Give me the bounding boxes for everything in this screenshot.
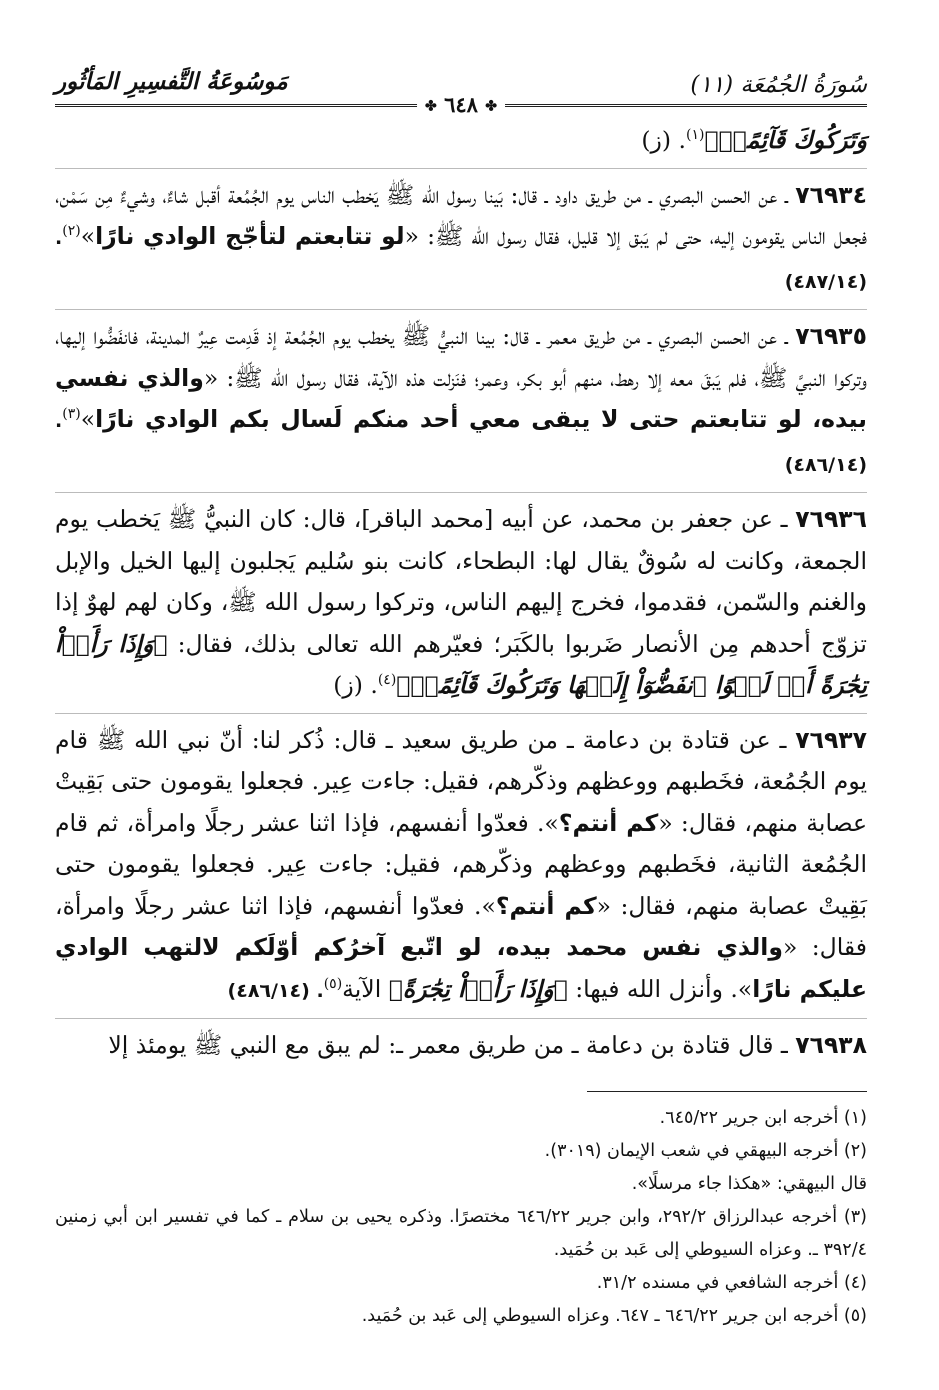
footnote-1: (١) أخرجه ابن جرير ٦٤٥/٢٢. [659,1107,867,1128]
hadith-text: والذي نفس محمد بيده، لو اتّبع آخرُكم أوّلَكم لالتهب الوادي عليكم نارًا [55,933,867,1003]
footnote-5: (٥) أخرجه ابن جرير ٦٤٦/٢٢ ـ ٦٤٧. وعزاه السيوطي إلى عَبد بن حُمَيد. [361,1305,867,1326]
footnote-marker: (٤) [377,672,397,689]
hadith-text: لو تتابعتم لتأجّج الوادي نارًا [95,222,405,250]
quote-close: » [80,222,96,250]
hadith-text: والذي نفسي بيده، لو تتابعتم حتى لا يبقى معي أحد منكم لَسال بكم الوادي نارًا [55,363,867,433]
footnote-marker: (١) [685,127,705,144]
entry-text: ». وأنزل الله فيها: [567,974,753,1003]
footnote-rule [587,1091,867,1092]
entry-number: ٧٦٩٣٤ [795,180,867,209]
entry-text: ـ عن قتادة بن دعامة ـ من طريق سعيد ـ قال: ذُكر لنا: أنّ نبي الله ﷺ قام يوم الجُمُعة، فخَطبهم ووعظهم وذكّرهم، فقيل: جاءت عِير. فجعلوا يقومون حتى بَقِيتْ عصابة منهم، فقال: « [55,725,868,837]
volume-reference: . (٤٨٦/١٤) [55,410,867,476]
footnote-marker: (٣) [62,406,81,423]
entry-number: ٧٦٩٣٦ [795,505,867,533]
quran-verse: ﴿وَإِذَا رَأَوۡاْ تِجَٰرَةً﴾ [388,974,568,1003]
volume-reference: . (٤٨٦/١٤) [227,979,324,1002]
entry-number: ٧٦٩٣٥ [795,322,867,350]
running-header [55,60,867,120]
entry-text: ـ قال قتادة بن دعامة ـ من طريق معمر ـ: لم يبق مع النبي ﷺ يومئذ إلا [108,1031,788,1059]
volume-reference: . (٤٨٧/١٤) [55,227,867,293]
entry-76938 [55,1025,867,1073]
page [55,60,867,1333]
body-text [55,120,867,1073]
ornament-icon: ✤ [425,98,437,115]
footnotes [55,1102,867,1333]
book-title: مَوسُوعَةُ التَّفسِيرِ المَأثُور [55,68,288,95]
page-number: ٦٤٨ [444,92,478,117]
entry-text: ـ عن جعفر بن محمد، عن أبيه [محمد الباقر]، قال: كان النبيُّ ﷺ يَخطب يوم الجمعة، وكانت له سُوقٌ يقال لها: البطحاء، كانت بنو سُليم يَجلبون إليها الخيل والإبل والغنم والسّمن، فقدموا، فخرج إليهم الناس، وتركوا رسول الله ﷺ، وكان لهم لهوٌ إذا تزوّج أحدهم مِن الأنصار ضَربوا بالكَبَر؛ فعيّرهم الله تعالى بذلك، فقال: [55,505,867,658]
entry-76935 [55,316,867,493]
entry-text: ـ عن الحسن البصري ـ من طريق معمر ـ قال: بينا النبيُّ ﷺ يخطب يوم الجُمُعة إذ قَدِمت عِيرٌ المدينة، فانفَضُّوا إليها، وتركوا النبيَّ ﷺ، فلم يَبقَ معه إلا رهط، منهم أبو بكر، وعمر؛ فنَزلت هذه الآية، فقال رسول الله ﷺ: « [55,322,867,392]
surah-title: سُورَةُ الجُمُعَة (١١) [690,72,867,98]
footnote-marker: (٢) [62,223,81,240]
footnote-3: (٣) أخرجه عبدالرزاق ٢٩٢/٢، وابن جرير ٦٤٦/٢٢ مختصرًا. وذكره يحيى بن سلام ـ كما في تفسير ابن أبي زمنين ٣٩٢/٤ ـ. وعزاه السيوطي إلى عَبد بن حُمَيد. [55,1206,867,1260]
footnote-4: (٤) أخرجه الشافعي في مسنده ٣١/٢. [596,1272,867,1293]
entry-76934 [55,175,867,311]
quote-close: » [80,405,96,433]
footnote-2-comment: قال البيهقي: «هكذا جاء مرسلًا». [631,1173,867,1194]
entry-76936 [55,499,867,714]
footnote-marker: (٥) [323,975,343,992]
footnote-2: (٢) أخرجه البيهقي في شعب الإيمان (٣٠١٩). [544,1140,867,1161]
entry-number: ٧٦٩٣٨ [795,1031,867,1059]
entry-text: الآية [342,974,389,1003]
entry-76937 [55,720,867,1020]
hadith-text: كم أنتم؟ [558,808,659,837]
entry-number: ٧٦٩٣٧ [795,725,867,754]
ornament-icon: ✤ [485,98,497,115]
hadith-text: كم أنتم؟ [495,891,597,920]
quran-verse: ﴿وَإِذَا رَأَوۡاْ تِجَٰرَةً أَوۡ لَهۡوًا ٱنفَضُّوٓاْ إِلَيۡهَا وَتَرَكُوكَ قَآئِمًاۚ﴾ [55,629,867,699]
entry-tail: . (ز) [333,671,378,699]
quran-verse: وَتَرَكُوكَ قَآئِمًاۚ﴾ [704,126,867,154]
entry-text: ». فعدّوا أنفسهم، فإذا اثنا عشر رجلًا وامرأة، ثم قام الجُمُعة الثانية، فخَطبهم ووعظهم وذكّرهم، فقيل: جاءت عِير. فجعلوا يقومون حتى بَقِيتْ عصابة منهم، فقال: « [55,808,867,920]
entry-tail: . (ز) [641,126,686,154]
entry-text: ». فعدّوا أنفسهم، فإذا اثنا عشر رجلًا وامرأة، فقال: « [55,891,868,961]
entry-text: ـ عن الحسن البصري ـ من طريق داود ـ قال: بَينا رسول الله ﷺ يَخطب الناس يوم الجُمُعة أقبل شاءٌ، وشيءٌ مِن سَمْن، فجعل الناس يقومون إليه، حتى لم يَبق إلا قليل، فقال رسول الله ﷺ: « [55,180,867,250]
page-number-wrap [417,92,505,117]
entry-continuation [55,120,867,169]
